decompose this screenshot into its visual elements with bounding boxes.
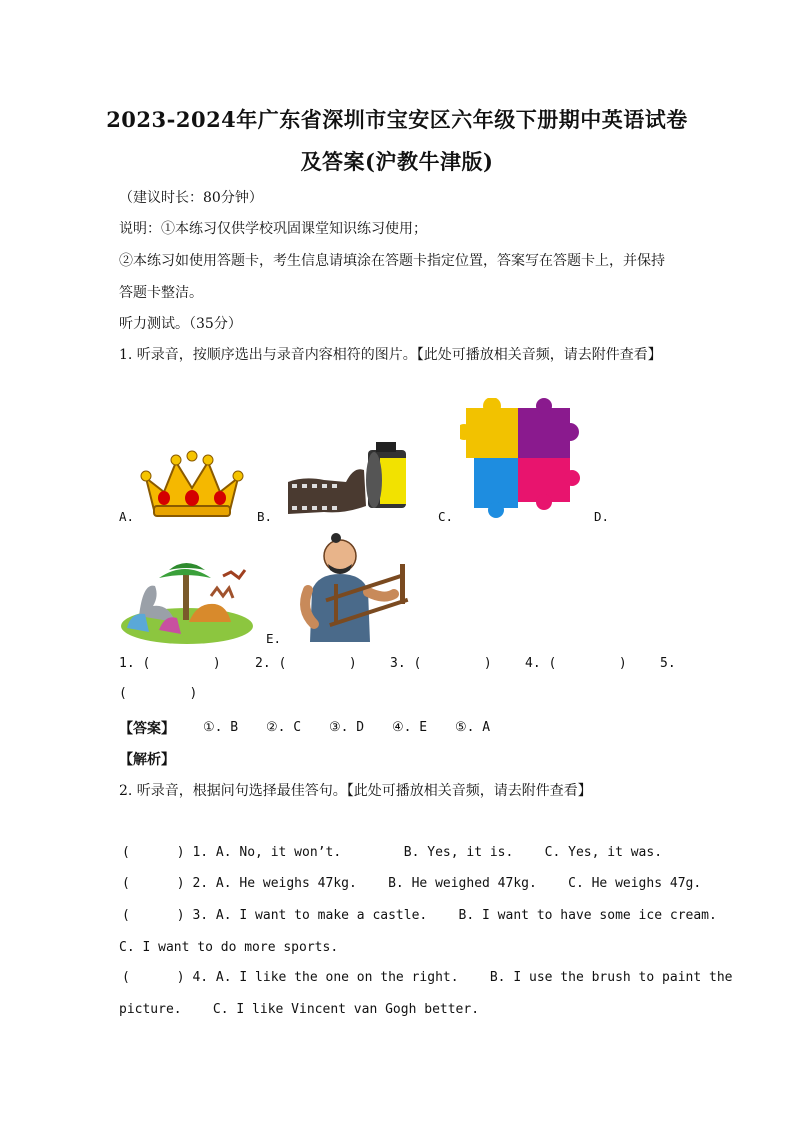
picture-label-b: B.	[257, 509, 273, 524]
question-1-prompt: 1. 听录音，按顺序选出与录音内容相符的图片。【此处可播放相关音频，请去附件查看】	[119, 347, 662, 363]
picture-label-e: E.	[266, 631, 282, 646]
duration-note: （建议时长：80分钟）	[119, 190, 263, 206]
answer-blank-5-number: 5.	[660, 656, 676, 671]
usage-note-1: 说明：①本练习仅供学校巩固课堂知识练习使用；	[119, 221, 427, 237]
answer-blank-1[interactable]: 1. ( )	[119, 656, 221, 671]
q2-item-3: ( ) 3. A. I want to make a castle. B. I want to have some ice cream.	[122, 908, 717, 923]
document-title-line-1: 2023-2024年广东省深圳市宝安区六年级下册期中英语试卷	[106, 107, 688, 132]
film-roll-picture	[284, 436, 414, 520]
question-2-prompt: 2. 听录音，根据问句选择最佳答句。【此处可播放相关音频，请去附件查看】	[119, 783, 592, 799]
puzzle-picture	[460, 398, 584, 520]
picture-label-a: A.	[119, 509, 135, 524]
document-title-line-2: 及答案(沪教牛津版)	[300, 149, 494, 174]
dinosaurs-picture	[119, 556, 255, 646]
analysis-label: 【解析】	[119, 752, 175, 768]
answer-label: 【答案】	[119, 721, 175, 737]
answer-blank-3[interactable]: 3. ( )	[390, 656, 492, 671]
picture-label-c: C.	[438, 509, 454, 524]
answer-1: ①. B	[203, 720, 239, 735]
usage-note-2b: 答题卡整洁。	[119, 285, 203, 301]
q2-item-1: ( ) 1. A. No, it won’t. B. Yes, it is. C. Yes, it was.	[122, 845, 663, 860]
answer-3: ③. D	[329, 720, 365, 735]
crown-picture	[138, 448, 246, 520]
man-with-saw-picture	[294, 530, 422, 644]
answer-2: ②. C	[266, 720, 302, 735]
answer-5: ⑤. A	[455, 720, 491, 735]
q2-item-3-continuation: C. I want to do more sports.	[119, 940, 339, 955]
answer-blank-2[interactable]: 2. ( )	[255, 656, 357, 671]
answer-4: ④. E	[392, 720, 428, 735]
q2-item-4-continuation: picture. C. I like Vincent van Gogh better.	[119, 1002, 480, 1017]
q2-item-4: ( ) 4. A. I like the one on the right. B. I use the brush to paint the	[122, 970, 733, 985]
q2-item-2: ( ) 2. A. He weighs 47kg. B. He weighed 47kg. C. He weighs 47g.	[122, 876, 702, 891]
section-heading: 听力测试。（35分）	[119, 316, 242, 332]
answer-blank-4[interactable]: 4. ( )	[525, 656, 627, 671]
answer-blank-5[interactable]: ( )	[119, 686, 198, 701]
picture-label-d: D.	[594, 509, 610, 524]
usage-note-2a: ②本练习如使用答题卡，考生信息请填涂在答题卡指定位置，答案写在答题卡上，并保持	[119, 253, 665, 269]
